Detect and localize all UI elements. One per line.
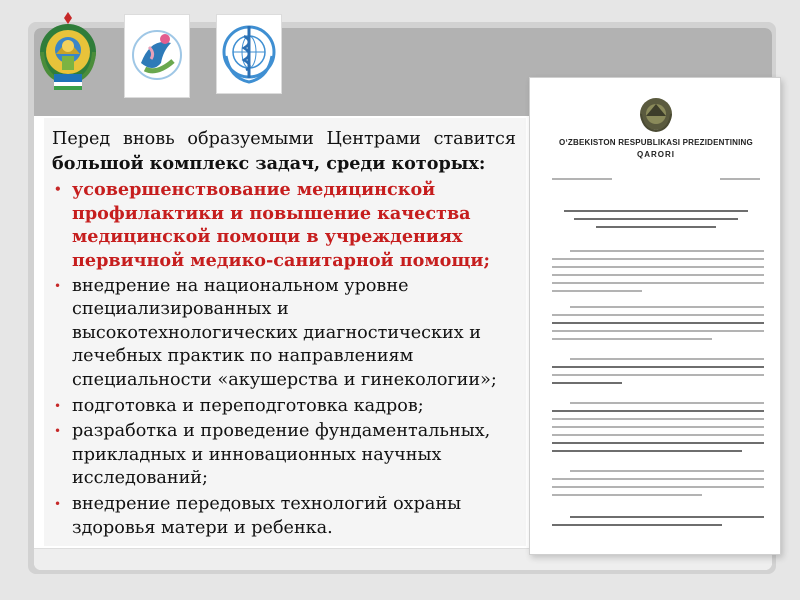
task-text: усовершенствование медицинской профилактики и повышение качества медицинской помощи в учреждениях первичной медико-санитарной помощи; [72,179,490,271]
intro-bold-text: большой комплекс задач, среди которых: [52,152,486,174]
decree-emblem-icon [637,94,675,139]
bullet-icon: • [54,278,62,293]
bullet-icon: • [54,182,62,197]
decree-document-image [529,77,781,555]
maternal-health-logo-icon [124,14,190,98]
task-item [52,178,516,272]
bullet-icon: • [54,398,62,413]
task-item [52,493,516,540]
task-text: подготовка и переподготовка кадров; [72,395,424,416]
uzbekistan-emblem-icon [36,8,100,98]
task-text: внедрение передовых технологий охраны здоровья матери и ребенка. [72,493,462,538]
task-text: разработка и проведение фундаментальных, прикладных и инновационных научных исследований; [72,421,491,489]
task-item [52,395,516,419]
bullet-icon: • [54,496,62,511]
intro-paragraph [52,128,516,176]
decree-subtitle: QARORI [637,150,675,159]
task-item [52,275,516,393]
decree-title: O‘ZBEKISTON RESPUBLIKASI PREZIDENTINING [559,138,753,147]
who-emblem-icon [216,14,282,94]
task-list [52,178,516,540]
main-text-block [52,128,516,542]
task-text: внедрение на национальном уровне специализированных и высокотехнологических диагностических и лечебных практик по направлениям специальности «акушерства и гинекологии»; [72,275,497,390]
intro-plain-text: Перед вновь образуемыми Центрами ставится [52,129,516,149]
bullet-icon: • [54,424,62,439]
task-item [52,420,516,491]
